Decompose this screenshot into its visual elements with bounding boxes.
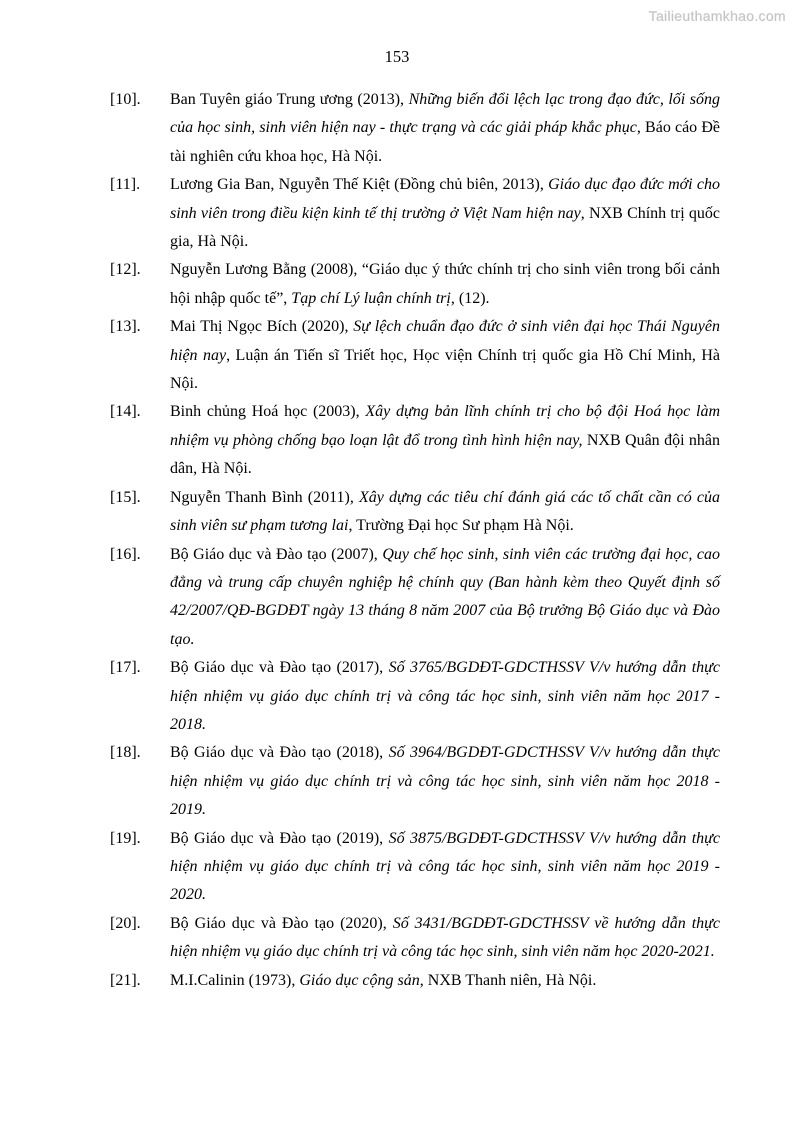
reference-item [110, 541, 720, 655]
reference-label: [18]. [110, 744, 141, 762]
reference-segment: Lương Gia Ban, Nguyễn Thế Kiệt (Đồng chủ biên, 2013), [170, 176, 549, 194]
reference-label: [17]. [110, 659, 141, 677]
reference-title: Giáo dục đạo đức mới cho sinh viên trong điều kiện kinh tế thị trường ở Việt Nam hiện nay [170, 176, 720, 222]
references-list [0, 86, 794, 995]
reference-item [110, 484, 720, 541]
watermark: Tailieuthamkhao.com [648, 8, 786, 24]
reference-label: [10]. [110, 91, 141, 108]
reference-text [170, 398, 720, 483]
reference-segment: , Trường Đại học Sư phạm Hà Nội. [348, 517, 574, 535]
reference-item [110, 967, 720, 995]
reference-text [170, 825, 720, 910]
reference-text [170, 967, 720, 995]
reference-text [170, 86, 720, 171]
reference-label: [20]. [110, 914, 141, 932]
reference-segment: Bộ Giáo dục và Đào tạo (2020), [170, 914, 393, 932]
reference-segment: Bộ Giáo dục và Đào tạo (2018), [170, 744, 389, 762]
reference-title: Xây dựng các tiêu chí đánh giá các tố chất cần có của sinh viên sư phạm tương lai [170, 488, 720, 535]
reference-item [110, 86, 720, 171]
reference-label: [14]. [110, 403, 141, 421]
reference-segment: Bộ Giáo dục và Đào tạo (2019), [170, 829, 389, 847]
reference-text [170, 484, 720, 541]
reference-item [110, 739, 720, 824]
reference-item [110, 256, 720, 313]
reference-item [110, 171, 720, 256]
reference-title: Số 3964/BGDĐT-GDCTHSSV V/v hướng dẫn thực hiện nhiệm vụ giáo dục chính trị và công tác học sinh, sinh viên năm học 2018 - 2019. [170, 744, 721, 819]
reference-label: [11]. [110, 176, 141, 194]
reference-text [170, 910, 720, 967]
reference-segment: Nguyễn Lương Bằng (2008), “Giáo dục ý thức chính trị cho sinh viên trong bối cảnh hội nhập quốc tế”, [170, 261, 720, 307]
reference-segment: NXB Quân đội nhân dân, Hà Nội. [170, 431, 720, 478]
reference-segment: , NXB Thanh niên, Hà Nội. [419, 971, 597, 989]
reference-segment: Ban Tuyên giáo Trung ương (2013), [170, 91, 409, 108]
reference-text [170, 739, 720, 824]
reference-item [110, 313, 720, 398]
reference-segment: , NXB Chính trị quốc gia, Hà Nội. [170, 204, 721, 251]
reference-title: Những biến đổi lệch lạc trong đạo đức, lối sống của học sinh, sinh viên hiện nay - thực trạng và các giải pháp khắc phục [170, 91, 721, 137]
reference-label: [16]. [110, 545, 141, 563]
reference-segment: , Luận án Tiến sĩ Triết học, Học viện Chính trị quốc gia Hồ Chí Minh, Hà Nội. [170, 346, 720, 393]
reference-title: Giáo dục cộng sản [299, 971, 420, 989]
reference-label: [13]. [110, 318, 141, 336]
reference-title: Sự lệch chuẩn đạo đức ở sinh viên đại học Thái Nguyên hiện nay [170, 318, 720, 364]
reference-title: Số 3875/BGDĐT-GDCTHSSV V/v hướng dẫn thực hiện nhiệm vụ giáo dục chính trị và công tác học sinh, sinh viên năm học 2019 - 2020. [170, 829, 721, 904]
reference-segment: Binh chủng Hoá học (2003), [170, 403, 366, 421]
reference-segment: M.I.Calinin (1973), [170, 971, 300, 989]
reference-item [110, 910, 720, 967]
reference-label: [19]. [110, 829, 141, 847]
reference-title: Xây dựng bản lĩnh chính trị cho bộ đội Hoá học làm nhiệm vụ phòng chống bạo loạn lật đổ trong tình hình hiện nay, [170, 403, 720, 449]
reference-text [170, 654, 720, 739]
reference-label: [15]. [110, 488, 141, 506]
reference-title: Số 3765/BGDĐT-GDCTHSSV V/v hướng dẫn thực hiện nhiệm vụ giáo dục chính trị và công tác học sinh, sinh viên năm học 2017 - 2018. [170, 659, 721, 733]
reference-title: Quy chế học sinh, sinh viên các trường đại học, cao đẳng và trung cấp chuyên nghiệp hệ chính quy (Ban hành kèm theo Quyết định số 42/2007/QĐ-BGDĐT ngày 13 tháng 8 năm 2007 của Bộ trưởng Bộ Giáo dục và Đào tạo. [170, 545, 720, 648]
reference-item [110, 654, 720, 739]
reference-item [110, 825, 720, 910]
reference-segment: Mai Thị Ngọc Bích (2020), [170, 318, 354, 336]
reference-label: [21]. [110, 971, 141, 989]
reference-segment: Bộ Giáo dục và Đào tạo (2017), [170, 659, 389, 677]
reference-segment: Bộ Giáo dục và Đào tạo (2007), [170, 545, 383, 563]
reference-text [170, 171, 720, 256]
page-number: 153 [384, 47, 410, 66]
reference-text [170, 256, 720, 313]
reference-segment: , (12). [450, 289, 490, 307]
reference-segment: , Báo cáo Đề tài nghiên cứu khoa học, Hà Nội. [170, 119, 720, 165]
reference-title: Số 3431/BGDĐT-GDCTHSSV về hướng dẫn thực hiện nhiệm vụ giáo dục chính trị và công tác học sinh, sinh viên năm học 2020-2021. [170, 914, 720, 961]
reference-segment: Nguyễn Thanh Bình (2011), [170, 488, 359, 506]
reference-item [110, 398, 720, 483]
reference-text [170, 313, 720, 398]
reference-label: [12]. [110, 261, 141, 279]
reference-title: Tạp chí Lý luận chính trị [291, 289, 451, 307]
reference-text [170, 541, 720, 655]
